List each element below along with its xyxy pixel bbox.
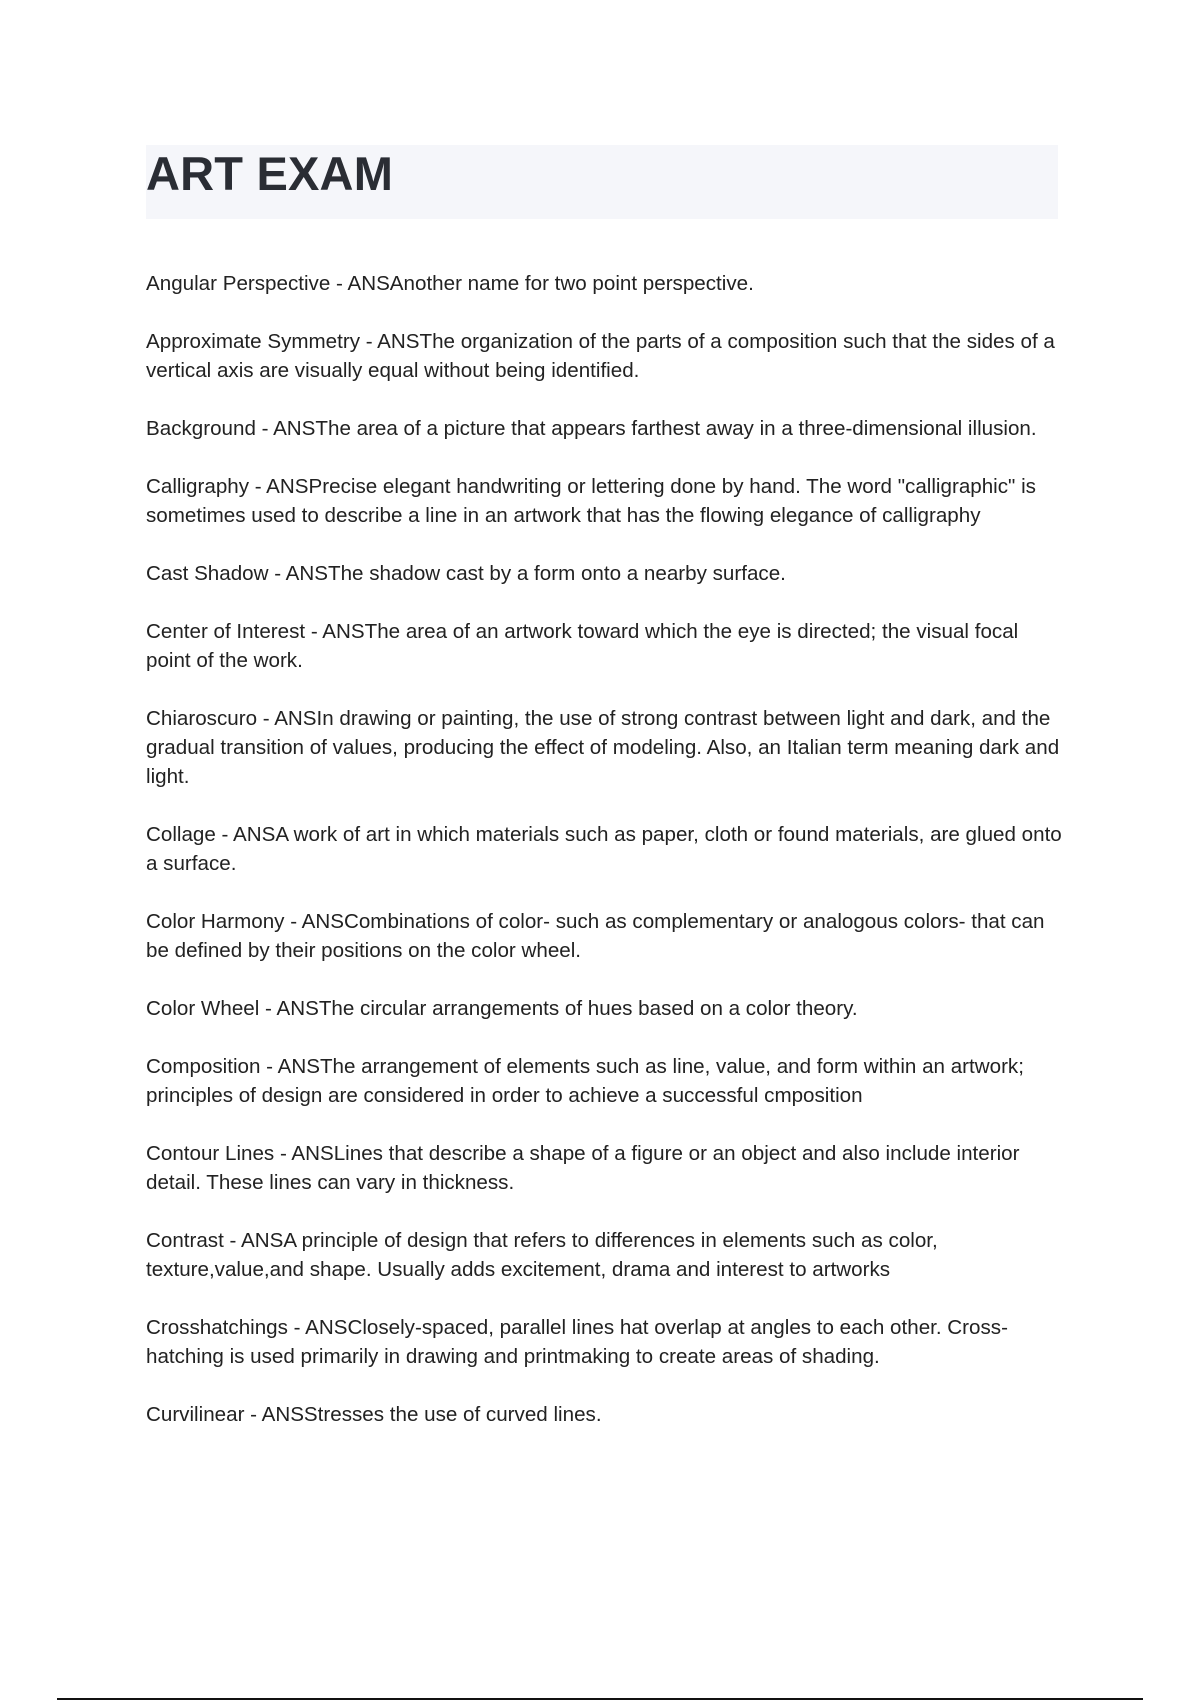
glossary-entry-composition: Composition - ANSThe arrangement of elements such as line, value, and form within an artwork; principles of design are considered in order to achieve a successful cmposition (146, 1055, 1024, 1107)
glossary-entry-curvilinear: Curvilinear - ANSStresses the use of curved lines. (146, 1403, 602, 1426)
glossary-entry-calligraphy: Calligraphy - ANSPrecise elegant handwriting or lettering done by hand. The word "calligraphic" is sometimes used to describe a line in an artwork that has the flowing elegance of calligraphy (146, 475, 1036, 527)
glossary-entry-background: Background - ANSThe area of a picture that appears farthest away in a three-dimensional illusion. (146, 417, 1037, 440)
glossary-entry-approximate-symmetry: Approximate Symmetry - ANSThe organization of the parts of a composition such that the sides of a vertical axis are visually equal without being identified. (146, 330, 1055, 382)
glossary-list (146, 269, 1066, 1458)
glossary-entry-angular-perspective: Angular Perspective - ANSAnother name for two point perspective. (146, 272, 754, 295)
glossary-entry-contrast: Contrast - ANSA principle of design that refers to differences in elements such as color, texture,value,and shape. Usually adds excitement, drama and interest to artworks (146, 1229, 938, 1281)
glossary-entry-contour-lines: Contour Lines - ANSLines that describe a shape of a figure or an object and also include interior detail. These lines can vary in thickness. (146, 1142, 1020, 1194)
glossary-entry-center-of-interest: Center of Interest - ANSThe area of an artwork toward which the eye is directed; the visual focal point of the work. (146, 620, 1019, 672)
glossary-entry-collage: Collage - ANSA work of art in which materials such as paper, cloth or found materials, are glued onto a surface. (146, 823, 1062, 875)
glossary-entry-color-harmony: Color Harmony - ANSCombinations of color- such as complementary or analogous colors- that can be defined by their positions on the color wheel. (146, 910, 1045, 962)
glossary-entry-crosshatchings: Crosshatchings - ANSClosely-spaced, parallel lines hat overlap at angles to each other. Cross-hatching is used primarily in drawing and printmaking to create areas of shading. (146, 1316, 1008, 1368)
glossary-entry-color-wheel: Color Wheel - ANSThe circular arrangements of hues based on a color theory. (146, 997, 858, 1020)
page-title: ART EXAM (146, 147, 394, 200)
glossary-entry-cast-shadow: Cast Shadow - ANSThe shadow cast by a form onto a nearby surface. (146, 562, 786, 585)
glossary-entry-chiaroscuro: Chiaroscuro - ANSIn drawing or painting, the use of strong contrast between light and dark, and the gradual transition of values, producing the effect of modeling. Also, an Italian term meaning dark and light. (146, 707, 1060, 788)
